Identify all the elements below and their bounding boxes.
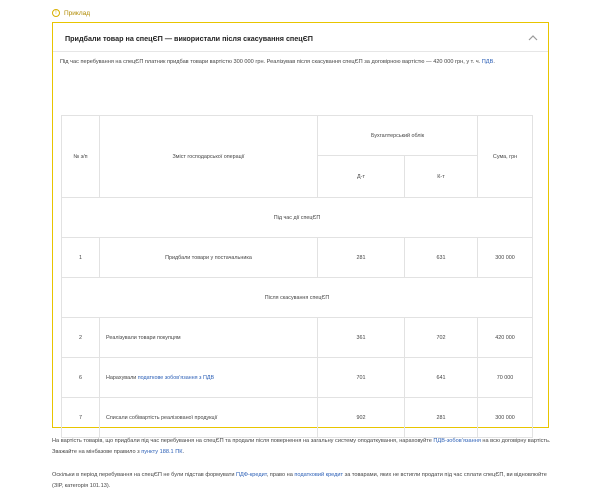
table-row <box>62 318 533 358</box>
card-title: Придбали товар на спецЄП — використали після скасування спецЄП <box>65 34 313 43</box>
chevron-up-icon[interactable] <box>528 34 538 42</box>
row-debit: 701 <box>318 358 405 398</box>
row-sum: 300 000 <box>478 238 533 278</box>
table-row <box>62 238 533 278</box>
row-operation: Списали собівартість реалізованої продукції <box>100 398 318 438</box>
row-num: 2 <box>62 318 100 358</box>
pdv-credit-link[interactable]: ПДФ-кредит <box>236 472 267 478</box>
header-accounting: Бухгалтерський облік <box>318 116 478 156</box>
table-row <box>62 358 533 398</box>
paragraph-text: за товарами, яких не встигли продати під час сплати спецЄП, ви відновлюйте (ЗІР, категорія 101.13). <box>52 472 547 489</box>
row-sum: 70 000 <box>478 358 533 398</box>
info-icon: ! <box>52 9 60 17</box>
card-header[interactable] <box>53 23 548 51</box>
row-operation: Реалізували товари покупцям <box>100 318 318 358</box>
row-num: 1 <box>62 238 100 278</box>
row-sum: 300 000 <box>478 398 533 438</box>
example-label-text: Приклад <box>64 9 91 17</box>
row-debit: 902 <box>318 398 405 438</box>
paragraph-text: . <box>182 449 185 455</box>
row-credit: 631 <box>405 238 478 278</box>
section-after: Після скасування спецЄП <box>62 278 533 318</box>
paragraph-2 <box>52 470 552 492</box>
clause-188-link[interactable]: пункту 188.1 ПК <box>141 449 183 455</box>
paragraph-text: Оскільки в період перебування на спецЄП не були підстав формувати <box>52 472 237 478</box>
row-num: 6 <box>62 358 100 398</box>
example-label <box>52 6 90 20</box>
intro-text: Під час перебування на спецЄП платник придбав товари вартістю 300 000 грн. Реалізував після скасування спецЄП за договірною вартістю — 420 000 грн, у т. ч. <box>60 59 482 65</box>
row-credit: 281 <box>405 398 478 438</box>
row-num: 7 <box>62 398 100 438</box>
row-operation <box>100 358 318 398</box>
table-row <box>62 398 533 438</box>
paragraph-text: , право на <box>266 472 295 478</box>
row-operation-text: Нарахували <box>106 374 138 381</box>
header-sum: Сума, грн <box>478 116 533 198</box>
card-intro <box>60 57 540 68</box>
header-debit: Д-т <box>318 156 405 198</box>
tax-liability-link[interactable]: податкове зобов’язання з ПДВ <box>137 374 215 381</box>
pdv-link[interactable]: ПДВ <box>481 59 494 65</box>
accounting-table <box>61 115 533 438</box>
paragraph-text: на всю договірну вартість. Зважайте на мінбазове правило з <box>52 438 551 455</box>
row-debit: 281 <box>318 238 405 278</box>
row-debit: 361 <box>318 318 405 358</box>
row-credit: 641 <box>405 358 478 398</box>
example-card <box>52 22 549 428</box>
row-credit: 702 <box>405 318 478 358</box>
paragraph-text: На вартість товарів, що придбали під час перебування на спецЄП та продали після повернення на загальну систему оподаткування, нараховуйте <box>52 438 434 444</box>
row-operation: Придбали товари у постачальника <box>100 238 318 278</box>
pdv-liability-link[interactable]: ПДВ-зобов’язання <box>433 438 481 444</box>
header-divider <box>53 51 548 52</box>
tax-credit-link[interactable]: податковий кредит <box>294 472 344 478</box>
header-num: № з/п <box>62 116 100 198</box>
header-operation: Зміст господарської операції <box>100 116 318 198</box>
header-credit: К-т <box>405 156 478 198</box>
paragraph-1 <box>52 436 552 458</box>
intro-text-end: . <box>493 59 495 65</box>
row-sum: 420 000 <box>478 318 533 358</box>
section-during: Під час дії спецЄП <box>62 198 533 238</box>
